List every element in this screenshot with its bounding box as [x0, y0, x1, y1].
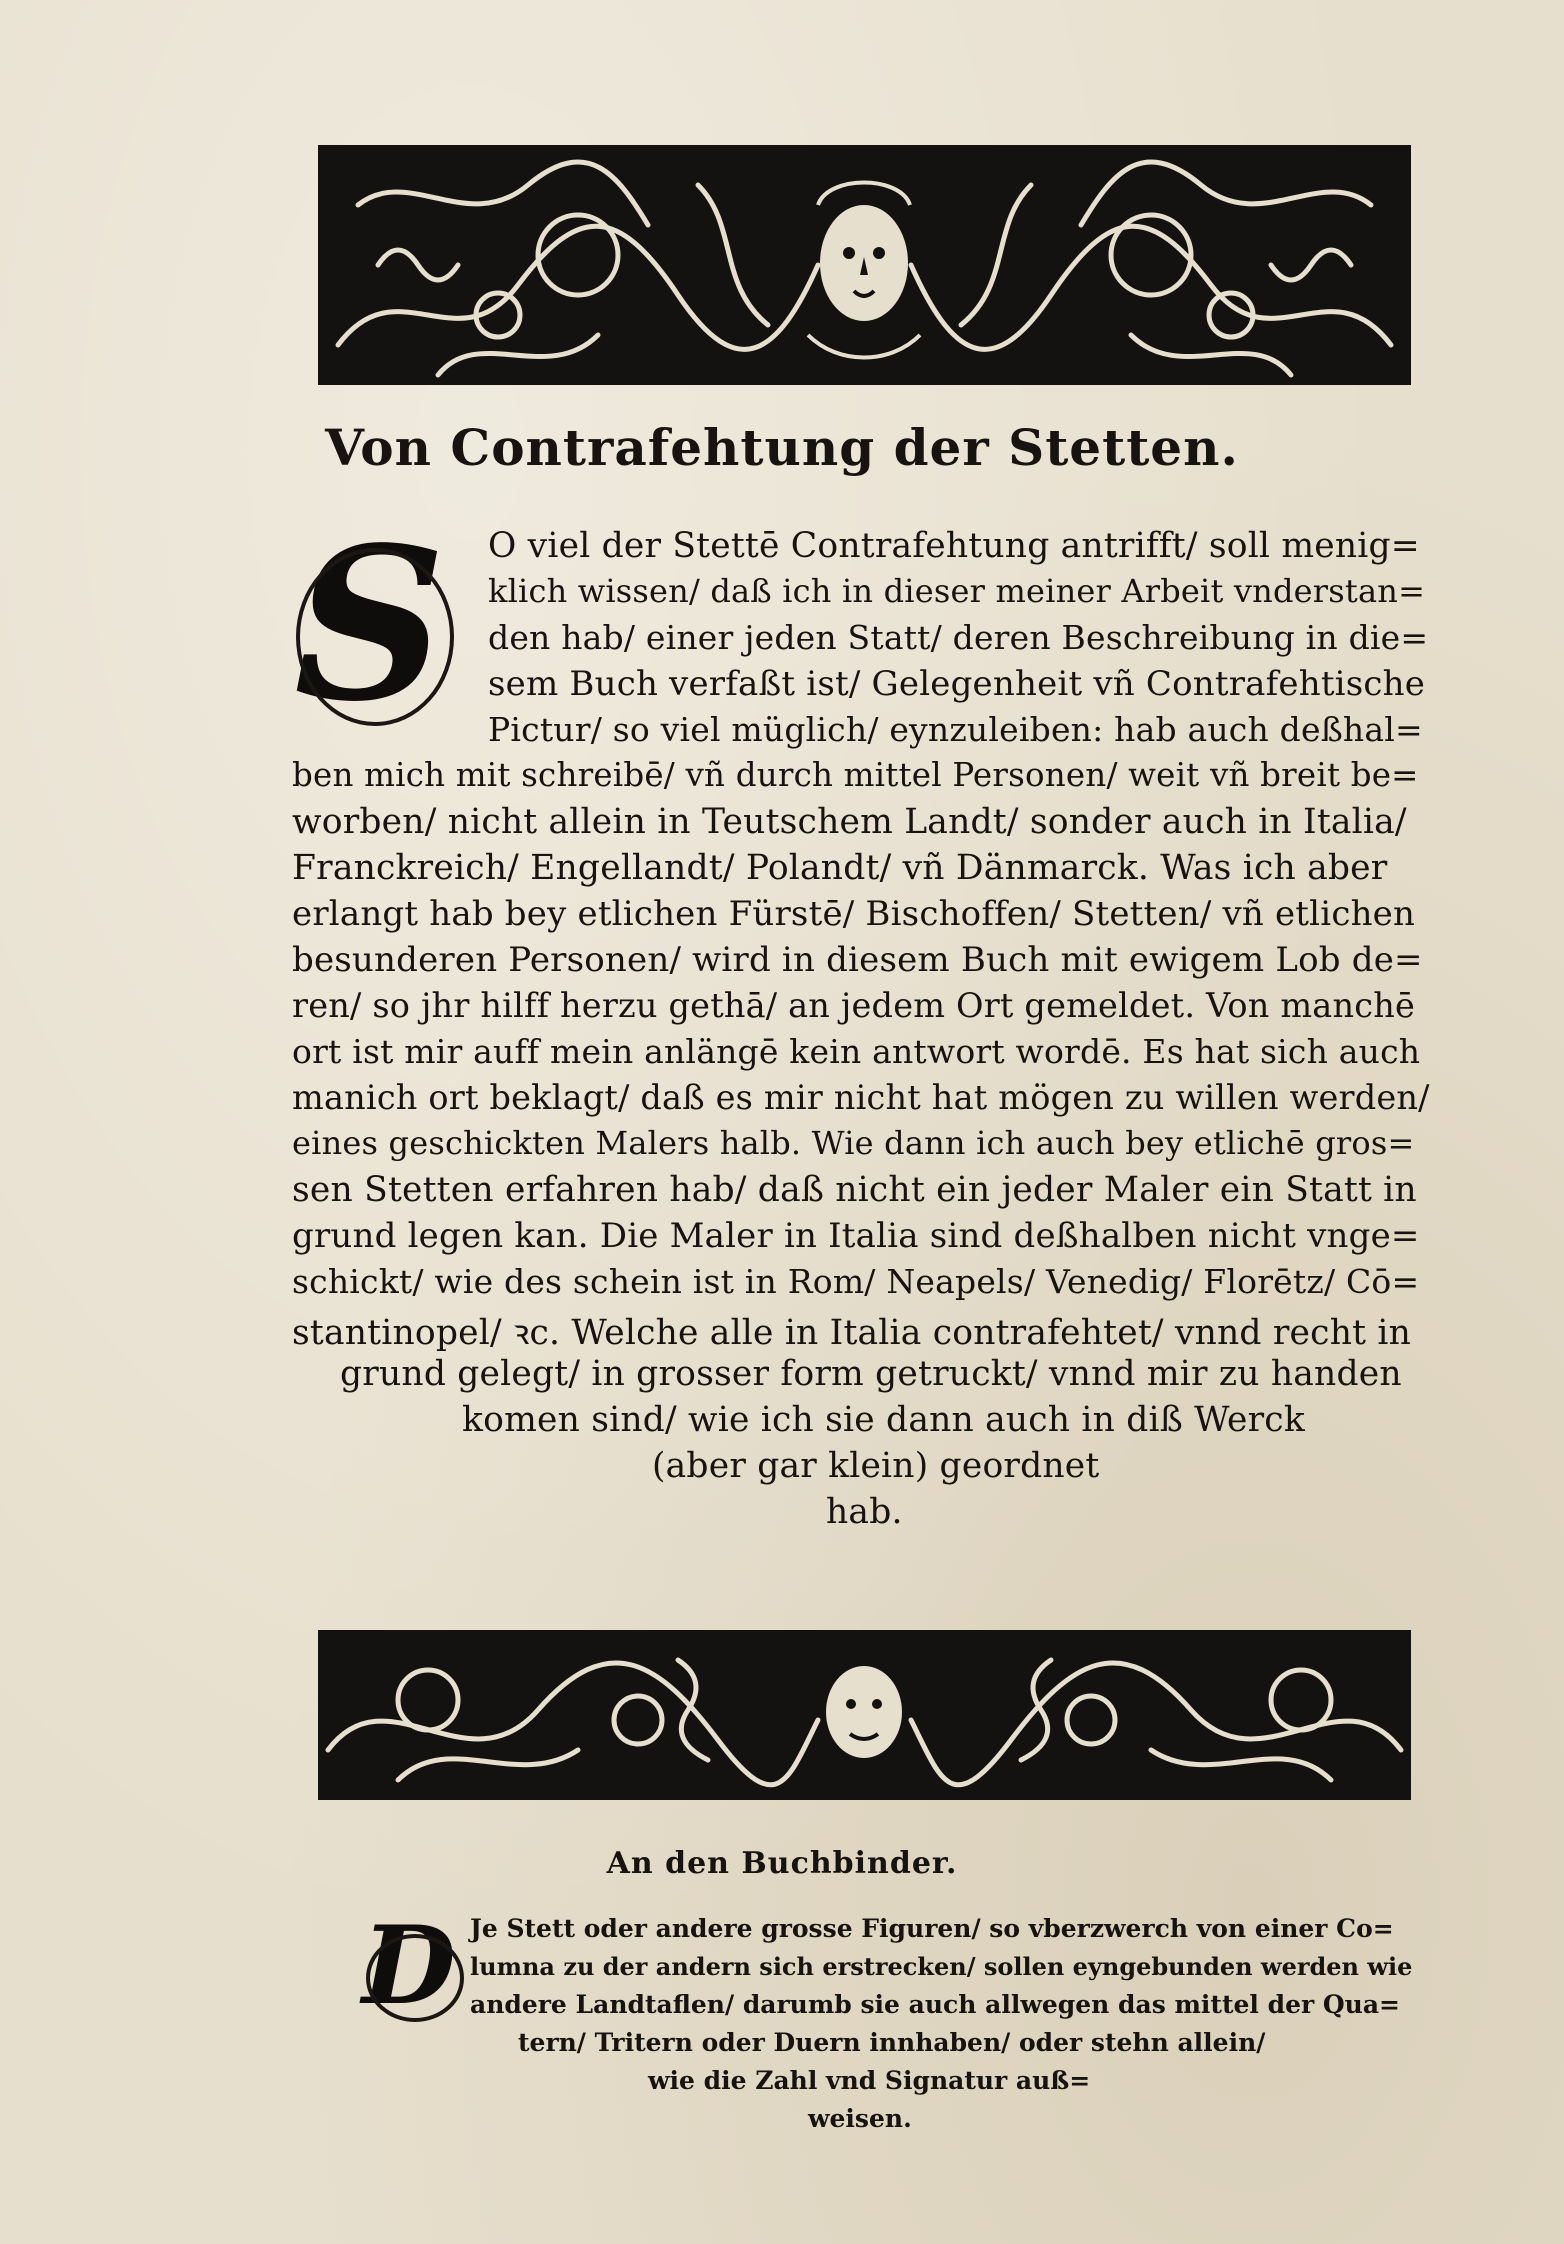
text-line: lumna zu der andern sich erstrecken/ sollen eyngebunden werden wie — [470, 1952, 1413, 1981]
text-line: worben/ nicht allein in Teutschem Landt/ sonder auch in Italia/ — [292, 802, 1407, 842]
initial-flourish — [296, 548, 454, 726]
text-line: (aber gar klein) geordnet — [652, 1446, 1100, 1486]
text-line: den hab/ einer jeden Statt/ deren Beschreibung in die= — [488, 618, 1429, 657]
text-line: tern/ Tritern oder Duern innhaben/ oder stehn allein/ — [518, 2028, 1266, 2057]
text-line: grund legen kan. Die Maler in Italia sind deßhalben nicht vnge= — [292, 1216, 1420, 1256]
decorated-initial-d: D — [362, 1903, 456, 2029]
text-line: manich ort beklagt/ daß es mir nicht hat mögen zu willen werden/ — [292, 1078, 1430, 1117]
text-line: sen Stetten erfahren hab/ daß nicht ein jeder Maler ein Statt in — [292, 1170, 1417, 1210]
text-line: stantinopel/ ꝛc. Welche alle in Italia contrafehtet/ vnnd recht in — [292, 1313, 1411, 1353]
text-line: eines geschickten Malers halb. Wie dann ich auch bey etlichē gros= — [292, 1124, 1415, 1162]
text-line: klich wissen/ daß ich in dieser meiner Arbeit vnderstan= — [488, 572, 1426, 610]
text-line: Franckreich/ Engellandt/ Polandt/ vñ Dänmarck. Was ich aber — [292, 848, 1388, 888]
text-line: ben mich mit schreibē/ vñ durch mittel Personen/ weit vñ breit be= — [292, 756, 1419, 794]
text-line: ort ist mir auff mein anlängē kein antwort wordē. Es hat sich auch — [292, 1032, 1421, 1071]
initial-flourish — [366, 1934, 464, 2022]
text-line: komen sind/ wie ich sie dann auch in diß Werck — [462, 1400, 1305, 1440]
text-line: erlangt hab bey etlichen Fürstē/ Bischoffen/ Stetten/ vñ etlichen — [292, 894, 1416, 934]
top-woodcut-ornament — [318, 145, 1411, 385]
text-line: weisen. — [808, 2104, 912, 2133]
text-line: hab. — [826, 1492, 903, 1532]
text-line: Je Stett oder andere grosse Figuren/ so vberzwerch von einer Co= — [470, 1914, 1394, 1943]
text-line: O viel der Stettē Contrafehtung antrifft/ soll menig= — [488, 526, 1420, 566]
text-line: sem Buch verfaßt ist/ Gelegenheit vñ Contrafehtische — [488, 664, 1426, 704]
text-line: schickt/ wie des schein ist in Rom/ Neapels/ Venedig/ Florētz/ Cō= — [292, 1262, 1420, 1301]
bottom-woodcut-ornament — [318, 1630, 1411, 1800]
text-line: grund gelegt/ in grosser form getruckt/ vnnd mir zu handen — [340, 1354, 1402, 1394]
main-heading: Von Contrafehtung der Stetten. — [325, 418, 1239, 477]
text-line: ren/ so jhr hilff herzu gethā/ an jedem Ort gemeldet. Von manchē — [292, 986, 1416, 1025]
decorated-initial-s: S — [294, 501, 446, 748]
bookbinder-heading: An den Buchbinder. — [606, 1846, 958, 1881]
text-line: Pictur/ so viel müglich/ eynzuleiben: hab auch deßhal= — [488, 710, 1423, 749]
text-line: besunderen Personen/ wird in diesem Buch mit ewigem Lob de= — [292, 940, 1423, 980]
text-line: wie die Zahl vnd Signatur auß= — [648, 2066, 1091, 2095]
text-line: andere Landtaflen/ darumb sie auch allwegen das mittel der Qua= — [470, 1990, 1400, 2019]
